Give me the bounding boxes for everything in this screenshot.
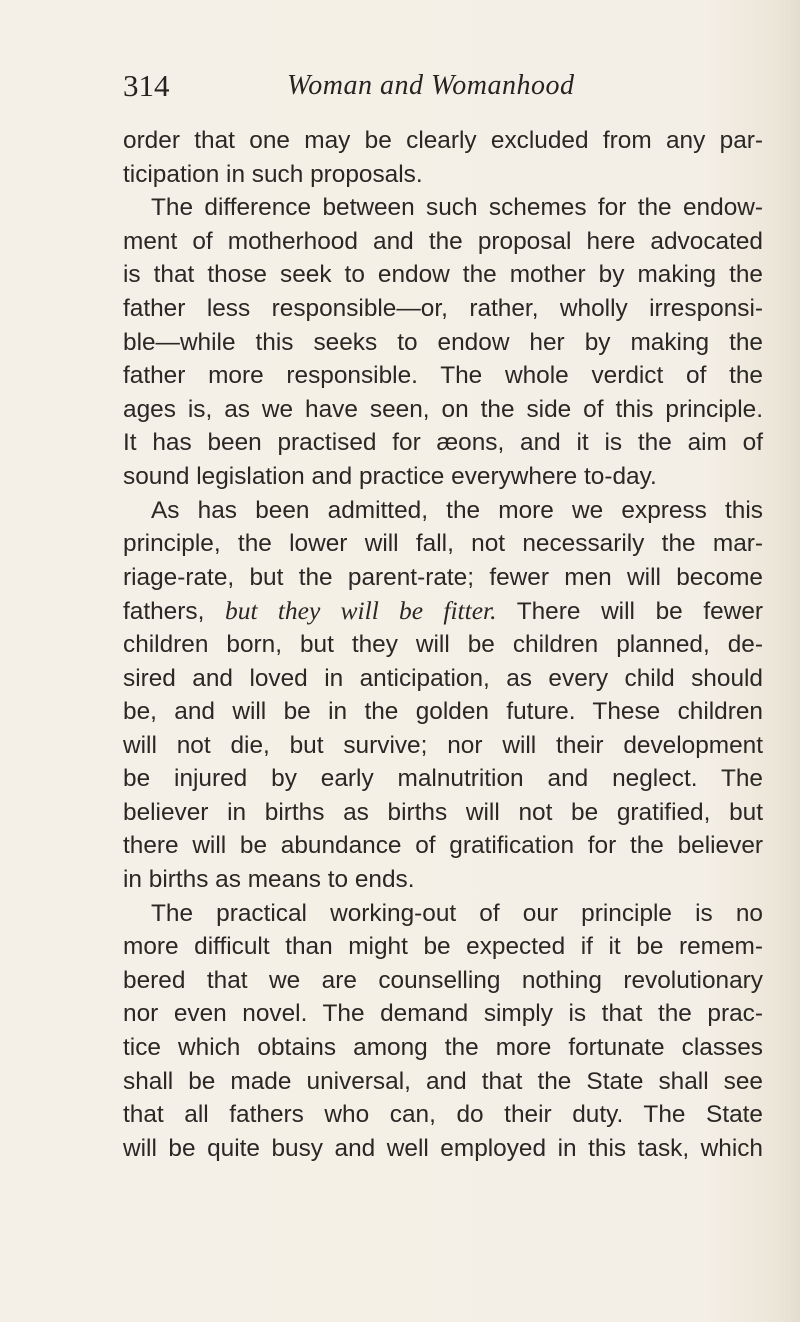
text-line: sound legislation and practice everywhere to-day. <box>123 462 657 490</box>
text-line: father less responsible—or, rather, wholly irresponsi- <box>123 294 763 322</box>
text-line: As has been admitted, the more we express this <box>151 496 763 524</box>
text-line: more difficult than might be expected if it be remem- <box>123 933 763 961</box>
emphasized-text: but they will be fitter. <box>225 596 497 626</box>
text-line: be, and will be in the golden future. These children <box>123 698 763 726</box>
text-line: ble—while this seeks to endow her by making the <box>123 328 763 356</box>
text-line: principle, the lower will fall, not necessarily the mar- <box>123 530 763 558</box>
text-line: children born, but they will be children planned, de- <box>123 630 763 658</box>
text-line: is that those seek to endow the mother by making the <box>123 261 763 289</box>
text-line: that all fathers who can, do their duty. The State <box>123 1101 763 1129</box>
text-line: The difference between such schemes for the endow- <box>151 194 763 222</box>
text-line: sired and loved in anticipation, as every child should <box>123 664 763 692</box>
text-line: riage-rate, but the parent-rate; fewer men will become <box>123 563 763 591</box>
line-text: fathers, <box>123 598 225 626</box>
text-line: ticipation in such proposals. <box>123 160 423 188</box>
line-text: There will be fewer <box>496 598 764 626</box>
text-line: be injured by early malnutrition and neglect. The <box>123 765 763 793</box>
text-line: It has been practised for æons, and it is the aim of <box>123 429 763 457</box>
text-line: believer in births as births will not be gratified, but <box>123 798 763 826</box>
text-line <box>123 594 763 628</box>
text-line: will not die, but survive; nor will their development <box>123 731 763 759</box>
text-line: The practical working-out of our principle is no <box>151 899 763 927</box>
text-line: bered that we are counselling nothing revolutionary <box>123 966 763 994</box>
text-line: in births as means to ends. <box>123 866 415 894</box>
page-header <box>123 62 763 110</box>
text-line: will be quite busy and well employed in this task, which <box>123 1134 763 1162</box>
text-line: there will be abundance of gratification for the believer <box>123 832 763 860</box>
text-line: ment of motherhood and the proposal here advocated <box>123 227 763 255</box>
text-line: tice which obtains among the more fortunate classes <box>123 1034 763 1062</box>
text-line: nor even novel. The demand simply is that the prac- <box>123 1000 763 1028</box>
text-line: father more responsible. The whole verdict of the <box>123 362 763 390</box>
text-line: shall be made universal, and that the State shall see <box>123 1067 763 1095</box>
page-number: 314 <box>123 68 170 103</box>
text-line: order that one may be clearly excluded from any par- <box>123 127 763 154</box>
text-line: ages is, as we have seen, on the side of this principle. <box>123 395 763 423</box>
body-text <box>123 124 763 1165</box>
running-title: Woman and Womanhood <box>287 70 575 101</box>
